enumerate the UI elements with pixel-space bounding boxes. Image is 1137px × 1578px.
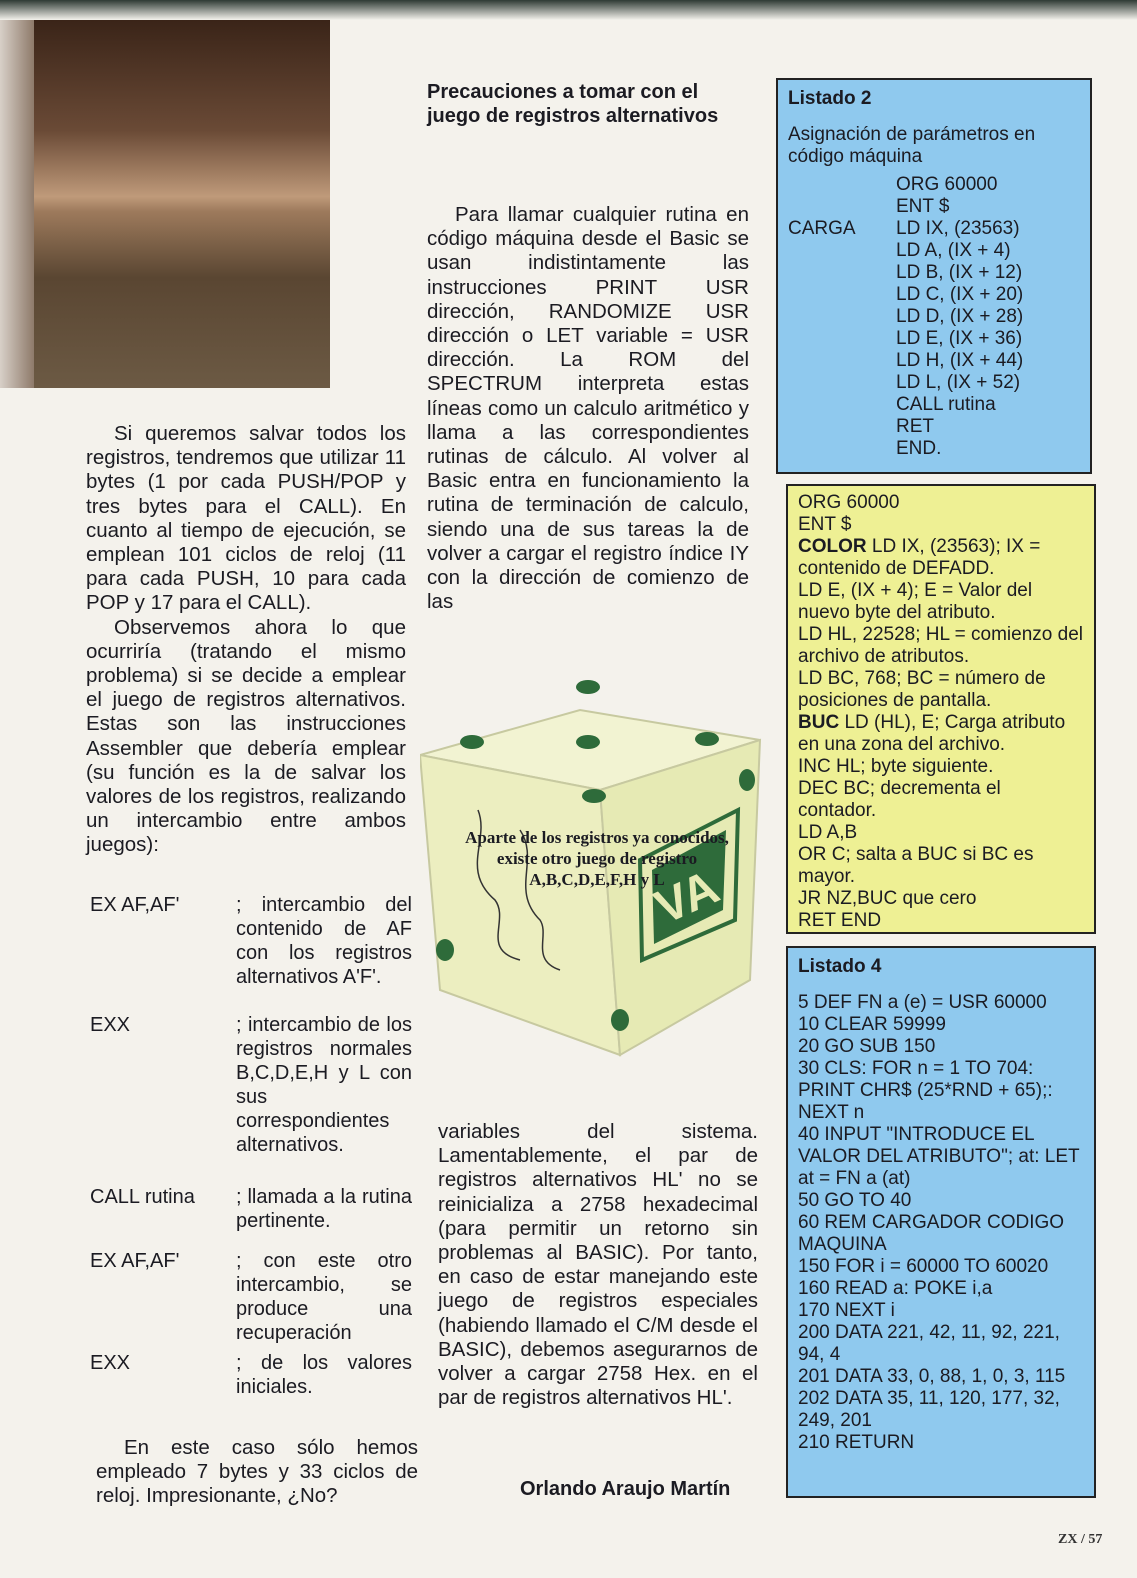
listado-3-line xyxy=(798,580,1084,624)
code-text: ENT $ xyxy=(896,196,950,217)
code-label xyxy=(788,372,896,394)
instruction-row xyxy=(90,1351,420,1413)
listado-3-box xyxy=(786,484,1096,934)
instruction-list xyxy=(90,893,420,1415)
code-label xyxy=(788,306,896,328)
code-text: RET xyxy=(896,416,934,437)
code-text: INC HL; byte siguiente. xyxy=(798,756,994,777)
code-label: COLOR xyxy=(798,536,867,557)
middle-column-top xyxy=(427,203,749,614)
instruction-term: EXX xyxy=(90,1014,131,1036)
instruction-term: EX AF,AF' xyxy=(90,1250,180,1272)
listado-3-line xyxy=(798,536,1084,580)
listado-4-line: 20 GO SUB 150 xyxy=(798,1036,936,1057)
listado-2-line xyxy=(788,416,1080,438)
listado-4-line: 160 READ a: POKE i,a xyxy=(798,1278,993,1299)
listado-3-line xyxy=(798,492,1084,514)
instruction-row xyxy=(90,1249,420,1349)
listado-2-line xyxy=(788,218,1080,240)
listado-4-line: 210 RETURN xyxy=(798,1432,915,1453)
code-text: LD L, (IX + 52) xyxy=(896,372,1021,393)
code-label xyxy=(788,284,896,306)
code-label xyxy=(788,394,896,416)
listado-3-line xyxy=(798,910,1084,932)
page-number: ZX / 57 xyxy=(1058,1532,1103,1547)
code-text: CALL rutina xyxy=(896,394,996,415)
listado-4-line: 60 REM CARGADOR CODIGO MAQUINA xyxy=(798,1212,1065,1255)
listado-2-line xyxy=(788,240,1080,262)
instruction-desc: ; intercambio del contenido de AF con los registros alternativos A'F'. xyxy=(236,894,412,988)
header-photo xyxy=(0,20,330,388)
code-text: LD C, (IX + 20) xyxy=(896,284,1024,305)
listado-4-line: 50 GO TO 40 xyxy=(798,1190,912,1211)
left-paragraph-3: En este caso sólo hemos empleado 7 bytes y 33 ciclos de reloj. Impresionante, ¿No? xyxy=(96,1436,418,1508)
code-text: ORG 60000 xyxy=(798,492,900,513)
listado-4-line: 10 CLEAR 59999 xyxy=(798,1014,946,1035)
code-label xyxy=(788,438,896,460)
listado-4-line: 40 INPUT "INTRODUCE EL VALOR DEL ATRIBUTO"; at: LET at = FN a (at) xyxy=(798,1124,1080,1189)
code-text: LD D, (IX + 28) xyxy=(896,306,1024,327)
figure-caption: Aparte de los registros ya conocidos, existe otro juego de registro A,B,C,D,E,F,H y L xyxy=(465,828,729,889)
middle-paragraph-2: variables del sistema. Lamentablemente, el par de registros alternativos HL' no se reinicializa a 2758 hexadecimal (para permitir un retorno sin problemas al BASIC). Por tanto, en caso de estar manejando este juego de registros especiales (habiendo llamado el C/M desde el BASIC), debemos asegurarnos de volver a cargar 2758 Hex. en el par de registros alternativos HL'. xyxy=(438,1120,758,1410)
code-label xyxy=(788,196,896,218)
cube-badge: VA xyxy=(647,860,727,935)
code-text: LD BC, 768; BC = número de posiciones de pantalla. xyxy=(798,668,1046,711)
listado-2-code xyxy=(788,174,1080,460)
instruction-desc: ; de los valores iniciales. xyxy=(236,1352,412,1398)
listado-4-line: 150 FOR i = 60000 TO 60020 xyxy=(798,1256,1049,1277)
code-label xyxy=(788,350,896,372)
code-text: LD E, (IX + 36) xyxy=(896,328,1023,349)
code-text: OR C; salta a BUC si BC es mayor. xyxy=(798,844,1034,887)
listado-2-line xyxy=(788,196,1080,218)
code-text: LD A,B xyxy=(798,822,858,843)
code-text: JR NZ,BUC que cero xyxy=(798,888,977,909)
instruction-term: CALL rutina xyxy=(90,1186,195,1208)
code-text: LD A, (IX + 4) xyxy=(896,240,1011,261)
listado-3-line xyxy=(798,888,1084,910)
left-paragraph-2: Observemos ahora lo que ocurriría (tratando el mismo problema) si se decide a emplear el juego de registros alternativos. Estas son las instrucciones Assembler que debería emplear (su función es la de salvar los valores de los registros, realizando un intercambio entre ambos juegos): xyxy=(86,615,406,857)
listado-4-line: 170 NEXT i xyxy=(798,1300,895,1321)
code-text: LD H, (IX + 44) xyxy=(896,350,1024,371)
listado-2-line xyxy=(788,372,1080,394)
code-text: ORG 60000 xyxy=(896,174,998,195)
listado-4-title: Listado 4 xyxy=(798,956,882,977)
code-text: LD HL, 22528; HL = comienzo del archivo de atributos. xyxy=(798,624,1083,667)
code-text: LD (HL), E; Carga atributo en una zona del archivo. xyxy=(798,712,1066,755)
middle-column-bottom xyxy=(438,1120,758,1410)
code-label xyxy=(788,416,896,438)
listado-3-line xyxy=(798,844,1084,888)
code-text: LD B, (IX + 12) xyxy=(896,262,1023,283)
listado-2-line xyxy=(788,328,1080,350)
code-text: DEC BC; decrementa el contador. xyxy=(798,778,1001,821)
listado-3-line xyxy=(798,756,1084,778)
code-label xyxy=(788,262,896,284)
listado-4-line: 200 DATA 221, 42, 11, 92, 221, 94, 4 xyxy=(798,1322,1060,1365)
instruction-desc: ; llamada a la rutina pertinente. xyxy=(236,1186,412,1232)
code-label xyxy=(788,174,896,196)
code-label: BUC xyxy=(798,712,840,733)
instruction-desc: ; con este otro intercambio, se produce una recuperación xyxy=(236,1250,412,1344)
code-text: LD IX, (23563); IX = contenido de DEFADD. xyxy=(798,536,1041,579)
author-byline: Orlando Araujo Martín xyxy=(520,1478,731,1500)
listado-2-line xyxy=(788,174,1080,196)
listado-3-line xyxy=(798,624,1084,668)
listado-4-line: 30 CLS: FOR n = 1 TO 704: PRINT CHR$ (25*RND + 65);: NEXT n xyxy=(798,1058,1053,1123)
instruction-term: EX AF,AF' xyxy=(90,894,180,916)
code-label: CARGA xyxy=(788,218,856,239)
listado-2-line xyxy=(788,438,1080,460)
listado-3-line xyxy=(798,778,1084,822)
listado-2-line xyxy=(788,394,1080,416)
code-text: RET END xyxy=(798,910,882,931)
listado-3-code xyxy=(798,492,1084,932)
listado-2-line xyxy=(788,306,1080,328)
listado-3-line xyxy=(798,514,1084,536)
listado-2-title: Listado 2 xyxy=(788,88,872,109)
header-photo-edge xyxy=(0,20,34,388)
instruction-row xyxy=(90,1185,420,1247)
left-paragraph-1: Si queremos salvar todos los registros, tendremos que utilizar 11 bytes (1 por cada PUSH/POP y tres bytes para el CALL). En cuanto al tiempo de ejecución, se emplean 101 ciclos de reloj (11 para cada PUSH, 10 para cada POP y 17 para el CALL). xyxy=(86,422,406,615)
listado-3-line xyxy=(798,668,1084,712)
left-column xyxy=(86,422,406,858)
listado-4-box xyxy=(786,946,1096,1498)
article-headline: Precauciones a tomar con el juego de registros alternativos xyxy=(427,81,719,127)
left-closing xyxy=(96,1436,418,1509)
code-text: ENT $ xyxy=(798,514,852,535)
middle-paragraph-1: Para llamar cualquier rutina en código máquina desde el Basic se usan indistintamente las instrucciones PRINT USR dirección, RANDOMIZE USR dirección o LET variable = USR dirección. La ROM del SPECTRUM interpreta estas líneas como un calculo aritmético y llama a las correspondientes rutinas de cálculo. Al volver al Basic entra en funcionamiento la rutina de terminación de calculo, siendo una de sus tareas la de volver a cargar el registro índice IY con la dirección de comienzo de las xyxy=(427,203,749,614)
listado-3-line xyxy=(798,712,1084,756)
listado-2-line xyxy=(788,262,1080,284)
listado-3-line xyxy=(798,822,1084,844)
listado-4-line: 202 DATA 35, 11, 120, 177, 32, 249, 201 xyxy=(798,1388,1060,1431)
listado-2-line xyxy=(788,284,1080,306)
code-text: LD E, (IX + 4); E = Valor del nuevo byte del atributo. xyxy=(798,580,1033,623)
listado-2-subtitle: Asignación de parámetros en código máquina xyxy=(788,124,1036,167)
instruction-row xyxy=(90,893,420,1011)
instruction-desc: ; intercambio de los registros normales B,C,D,E,H y L con sus correspondientes alternativos. xyxy=(236,1014,412,1156)
code-label xyxy=(788,328,896,350)
listado-2-box xyxy=(776,78,1092,474)
code-text: END. xyxy=(896,438,942,459)
code-label xyxy=(788,240,896,262)
listado-2-line xyxy=(788,350,1080,372)
instruction-row xyxy=(90,1013,420,1183)
listado-4-code xyxy=(798,992,1084,1454)
page-top-edge xyxy=(0,0,1137,20)
code-text: LD IX, (23563) xyxy=(896,218,1020,239)
listado-4-line: 5 DEF FN a (e) = USR 60000 xyxy=(798,992,1047,1013)
listado-4-line: 201 DATA 33, 0, 88, 1, 0, 3, 115 xyxy=(798,1366,1066,1387)
instruction-term: EXX xyxy=(90,1352,131,1374)
